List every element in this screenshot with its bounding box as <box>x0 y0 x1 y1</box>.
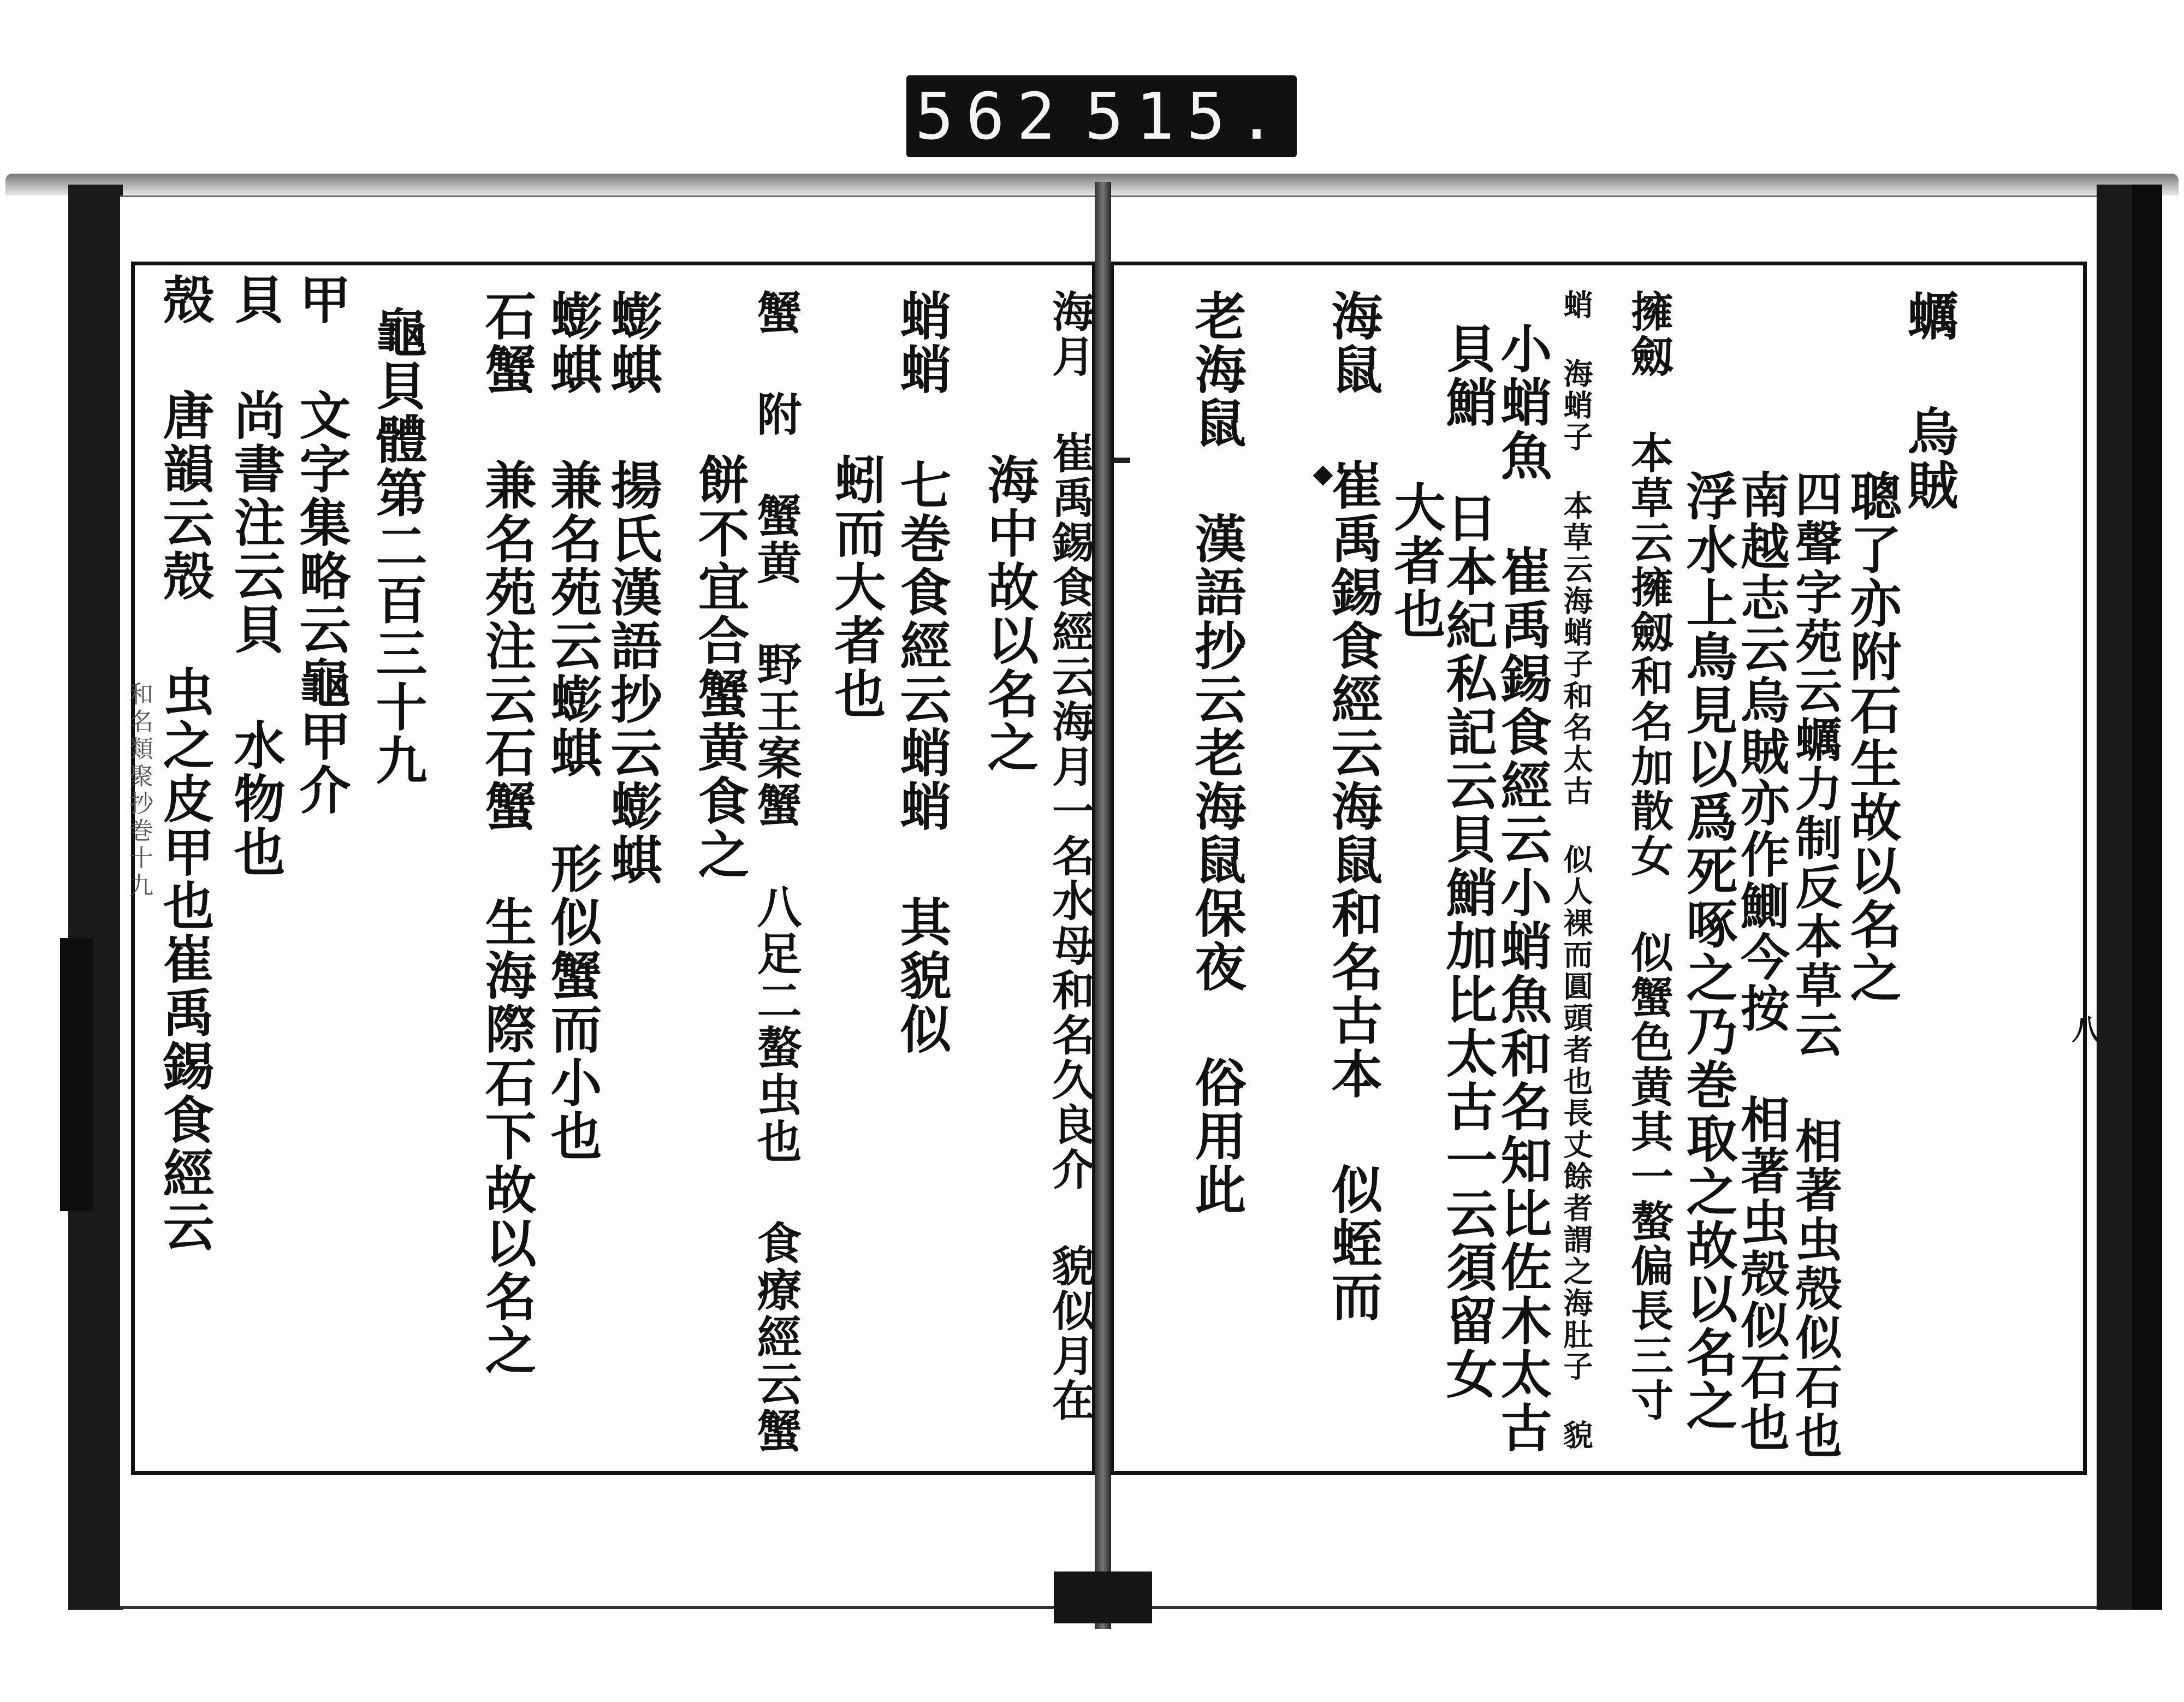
text-column: 浮水上鳥見以爲死啄之乃巻取之故以名之 <box>1677 470 1737 1433</box>
text-column: 石蟹 兼名苑注云石蟹 生海際石下故以名之 <box>476 289 536 1377</box>
text-column: 蟹 附 蟹黄 野王案蟹 八足二螯虫也 食療經云蟹 <box>750 289 802 1455</box>
text-column: 南越志云烏賊亦作鰂今按 相著虫殻似石也 <box>1732 470 1790 1454</box>
text-column: 貝 尚書注云貝 水物也 <box>225 273 285 879</box>
fold-mark <box>1114 458 1130 463</box>
left-cover-band <box>68 185 123 1610</box>
text-column: 蠣 烏賊 <box>1898 289 1959 512</box>
text-column: 甲 文字集略云龜甲介 <box>290 273 351 817</box>
text-column: 蚓而大者也 <box>826 453 886 721</box>
text-column: 老海鼠 漢語抄云老海鼠保夜 俗用此 <box>1186 289 1246 1217</box>
text-column: 龜貝體第二百三十九 <box>367 306 427 787</box>
text-column: 擁劔 本草云擁劔和名加散女 似蟹色黄其一螯偏長三寸 <box>1624 289 1673 1423</box>
text-column: 殻 唐韻云殻 虫之皮甲也崔禹錫食經云 <box>154 273 214 1254</box>
text-column: 蛸蛸 七巻食經云蛸蛸 其貌似 <box>891 289 951 1056</box>
catalog-label-plate <box>906 75 1297 157</box>
catalog-left-number: 562 <box>915 79 1068 154</box>
left-cover-edge <box>60 938 93 1211</box>
text-column: 聰了亦附石生故以名之 <box>1841 470 1901 1005</box>
spine-title: 和名類聚抄巻十九 <box>125 681 153 900</box>
text-column: 海鼠 崔禹錫食經云海鼠和名古本 似蛭而 <box>1322 289 1382 1324</box>
text-column: 海月 崔禹錫食經云海月一名水母和名久良介 貌似月在 <box>1045 289 1095 1423</box>
text-column: 四聲字苑云蠣力制反本草云 相著虫殻似石也 <box>1787 470 1842 1461</box>
text-column: 貝鮹 日本紀私記云貝鮹加比太古一云須留女 <box>1437 322 1497 1401</box>
text-column: 餅不宜合蟹黄食之 <box>689 453 749 881</box>
text-column: 蟛蜞 揚氏漢語抄云蟛蜞 <box>602 289 662 887</box>
gutter-clip <box>1054 1571 1152 1623</box>
book-top-edge <box>5 174 2179 195</box>
right-cover-edge <box>2132 185 2162 1610</box>
book-gutter <box>1095 182 1111 1629</box>
text-column: 小蛸魚 崔禹錫食經云小蛸魚和名知比佐木太古 <box>1492 322 1552 1455</box>
text-column: 海中故以名之 <box>978 453 1038 774</box>
catalog-right-number: 515. <box>1084 79 1289 154</box>
text-column: 蛸 海蛸子 本草云海蛸子和名太古 似人裸而圓頭者也長丈餘者謂之海肚子 貌 <box>1559 289 1594 1451</box>
text-column: 大者也 <box>1385 481 1445 641</box>
text-column: 蟛蜞 兼名苑云蟛蜞 形似蟹而小也 <box>542 289 602 1163</box>
page-number: 八 <box>2067 1015 2100 1043</box>
